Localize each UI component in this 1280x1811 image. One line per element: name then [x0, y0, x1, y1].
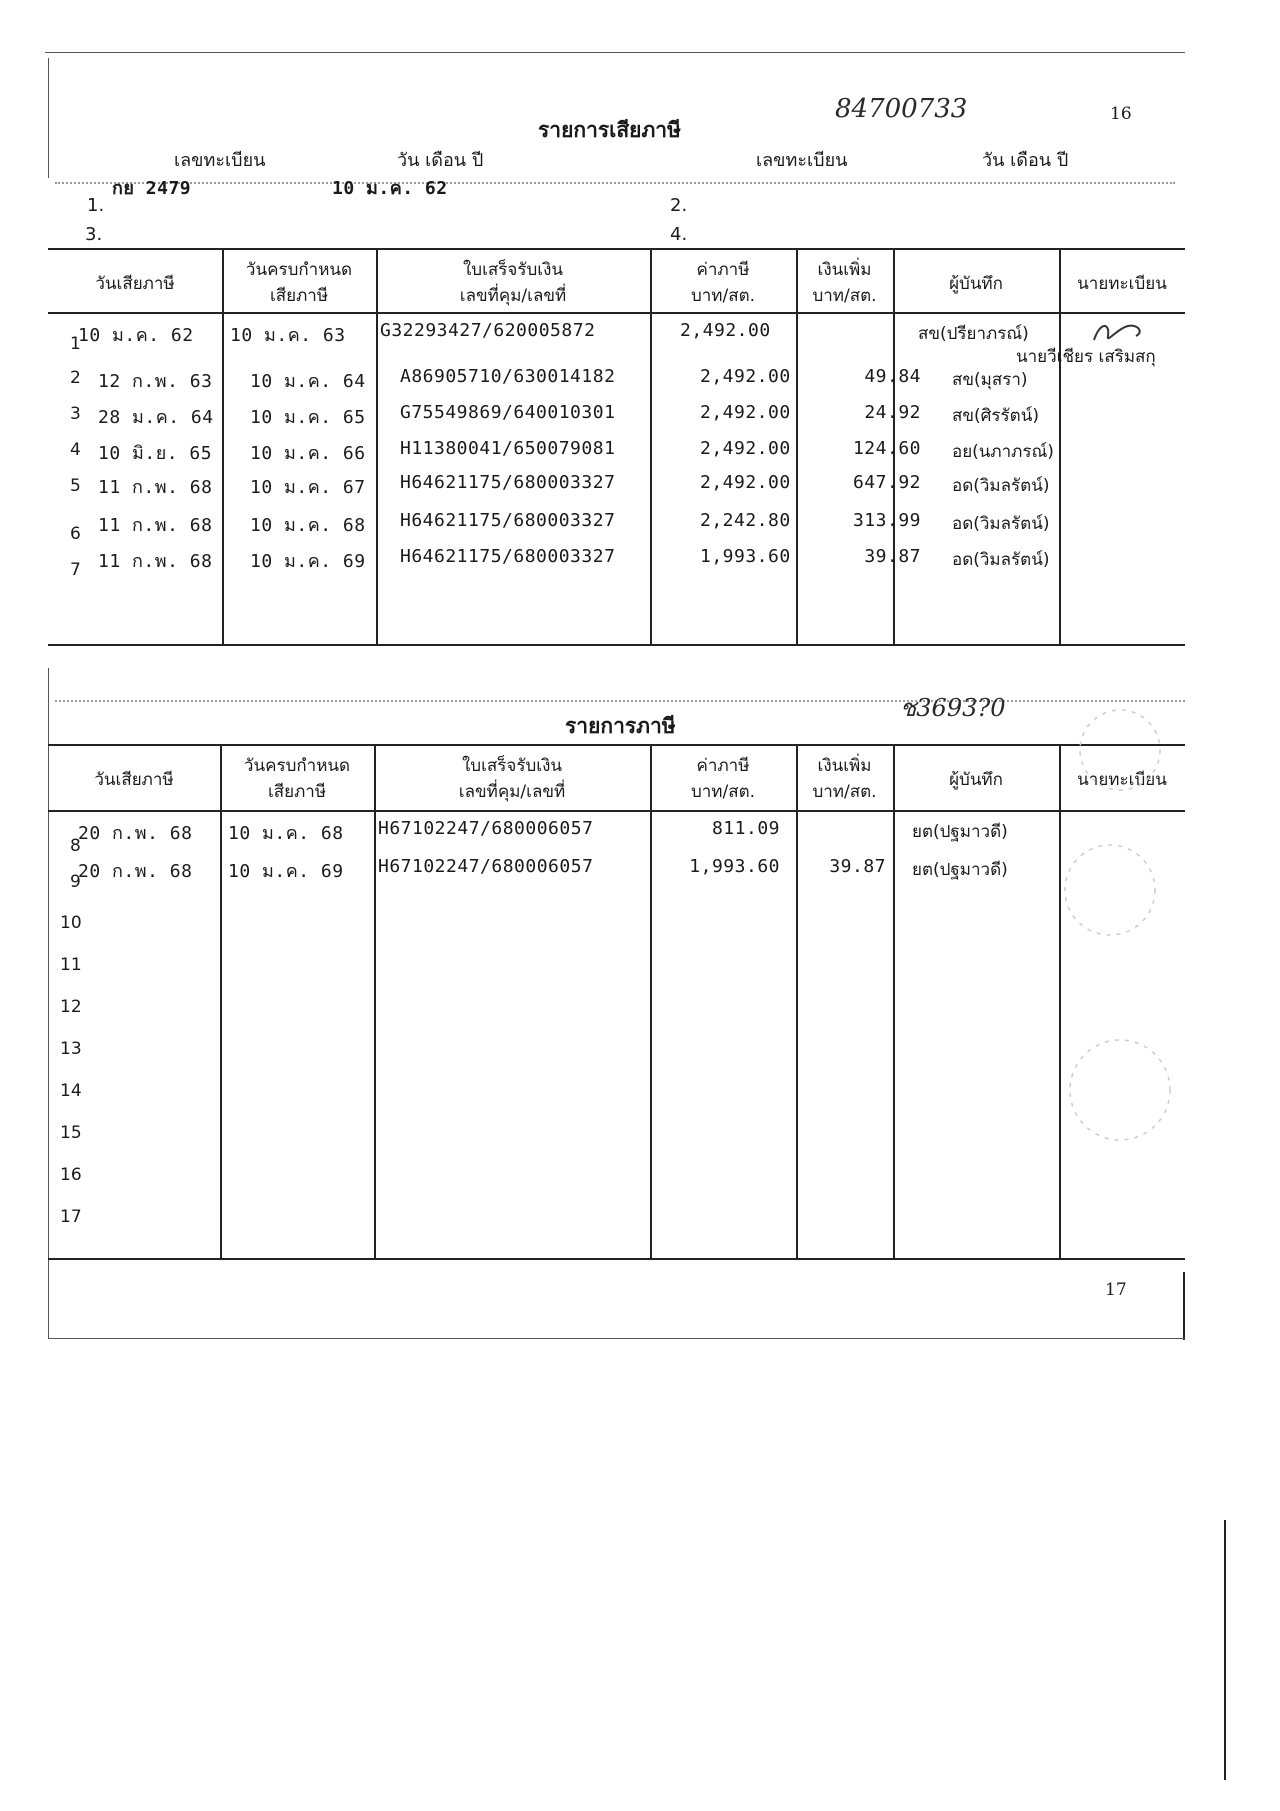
- row-number: 6: [70, 524, 81, 544]
- reg-header-1: เลขทะเบียน: [174, 150, 266, 171]
- top-border-line: [45, 52, 1185, 53]
- col-due-date-l1: วันครบกำหนด: [245, 260, 353, 280]
- receipt-number: G32293427/620005872: [380, 320, 596, 341]
- col-receipt-l1: ใบเสร็จรับเงิน: [461, 756, 563, 776]
- empty-row-number: 17: [60, 1207, 82, 1227]
- row-number: 5: [70, 476, 81, 496]
- row-number: 8: [70, 836, 81, 856]
- tax-amount: 2,492.00: [680, 320, 771, 341]
- recorder-name: อด(วิมลรัตน์): [952, 514, 1050, 534]
- paid-date: 12 ก.พ. 63: [98, 371, 213, 392]
- tax-amount: 2,242.80: [700, 510, 791, 531]
- col-surcharge-l1: เงินเพิ่ม: [817, 260, 872, 280]
- paid-date: 11 ก.พ. 68: [98, 477, 213, 498]
- empty-row-number: 11: [60, 955, 82, 975]
- row-number: 2: [70, 368, 81, 388]
- col-tax-l2: บาท/สต.: [690, 286, 756, 306]
- top-left-margin-line: [48, 58, 49, 178]
- due-date: 10 ม.ค. 69: [250, 551, 366, 572]
- signature-mark: [1090, 318, 1150, 346]
- bottom-dotted-line: [55, 700, 1185, 702]
- row-number: 1: [70, 334, 81, 354]
- surcharge-amount: 647.92: [852, 472, 921, 493]
- row-number: 4: [70, 440, 81, 460]
- surcharge-amount: 313.99: [852, 510, 921, 531]
- slot-label-3: 3.: [85, 224, 103, 245]
- due-date: 10 ม.ค. 66: [250, 443, 366, 464]
- due-date: 10 ม.ค. 69: [228, 861, 344, 882]
- surcharge-amount: 124.60: [852, 438, 921, 459]
- surcharge-amount: 24.92: [864, 402, 921, 423]
- receipt-number: H64621175/680003327: [400, 472, 616, 493]
- tax-amount: 811.09: [711, 818, 780, 839]
- paid-date: 10 มิ.ย. 65: [98, 443, 213, 464]
- col-recorder: ผู้บันทึก: [949, 274, 1003, 294]
- right-edge-line: [1224, 1520, 1226, 1780]
- tax-amount: 2,492.00: [700, 366, 791, 387]
- tax-amount: 2,492.00: [700, 402, 791, 423]
- col-surcharge-l2: บาท/สต.: [812, 286, 877, 306]
- tax-amount: 1,993.60: [700, 546, 791, 567]
- tax-record-title: รายการเสียภาษี: [538, 118, 681, 142]
- receipt-number: H64621175/680003327: [400, 546, 616, 567]
- col-recorder: ผู้บันทึก: [949, 770, 1003, 790]
- receipt-number: H67102247/680006057: [378, 818, 594, 839]
- tax-list-title: รายการภาษี: [565, 714, 676, 738]
- paid-date: 11 ก.พ. 68: [98, 551, 213, 572]
- surcharge-amount: 49.84: [864, 366, 921, 387]
- page-number-top: 16: [1110, 104, 1132, 124]
- empty-row-number: 14: [60, 1081, 82, 1101]
- due-date: 10 ม.ค. 68: [228, 823, 344, 844]
- row-number: 7: [70, 560, 81, 580]
- slot-label-4: 4.: [670, 224, 688, 245]
- reg-header-2: เลขทะเบียน: [756, 150, 848, 171]
- due-date: 10 ม.ค. 68: [250, 515, 366, 536]
- registrar-name: นายวีเชียร เสริมสกุ: [1016, 347, 1156, 367]
- date-header-2: วัน เดือน ปี: [982, 150, 1069, 171]
- col-receipt-l2: เลขที่คุม/เลขที่: [458, 782, 566, 802]
- col-receipt-l1: ใบเสร็จรับเงิน: [462, 260, 564, 280]
- receipt-number: H64621175/680003327: [400, 510, 616, 531]
- recorder-name: ยต(ปฐมาวดี): [912, 860, 1008, 880]
- receipt-number: G75549869/640010301: [400, 402, 616, 423]
- paid-date: 11 ก.พ. 68: [98, 515, 213, 536]
- due-date: 10 ม.ค. 64: [250, 371, 366, 392]
- recorder-name: สข(ศิรรัตน์): [952, 406, 1039, 426]
- col-due-date-l2: เสียภาษี: [267, 782, 327, 802]
- col-tax-l1: ค่าภาษี: [696, 756, 750, 776]
- col-paid-date: วันเสียภาษี: [94, 770, 174, 790]
- surcharge-amount: 39.87: [829, 856, 886, 877]
- col-registrar: นายทะเบียน: [1077, 274, 1167, 294]
- empty-row-number: 15: [60, 1123, 82, 1143]
- empty-row-number: 13: [60, 1039, 82, 1059]
- paid-date: 20 ก.พ. 68: [78, 861, 193, 882]
- empty-row-number: 12: [60, 997, 82, 1017]
- row-number: 3: [70, 404, 81, 424]
- slot-label-2: 2.: [670, 195, 688, 216]
- due-date: 10 ม.ค. 65: [250, 407, 366, 428]
- paid-date: 28 ม.ค. 64: [98, 407, 214, 428]
- col-due-date-l2: เสียภาษี: [269, 286, 329, 306]
- slot-label-1: 1.: [87, 195, 105, 216]
- due-date: 10 ม.ค. 63: [230, 325, 346, 346]
- registration-value: กย 2479: [112, 178, 192, 199]
- date-header-1: วัน เดือน ปี: [397, 150, 484, 171]
- receipt-number: H11380041/650079081: [400, 438, 616, 459]
- paid-date: 20 ก.พ. 68: [78, 823, 193, 844]
- paid-date: 10 ม.ค. 62: [78, 325, 194, 346]
- due-date: 10 ม.ค. 67: [250, 477, 366, 498]
- tax-amount: 2,492.00: [700, 438, 791, 459]
- col-surcharge-l2: บาท/สต.: [812, 782, 877, 802]
- recorder-name: ยต(ปฐมาวดี): [912, 822, 1008, 842]
- recorder-name: อด(วิมลรัตน์): [952, 550, 1050, 570]
- receipt-number: H67102247/680006057: [378, 856, 594, 877]
- col-tax-l1: ค่าภาษี: [696, 260, 750, 280]
- col-tax-l2: บาท/สต.: [690, 782, 756, 802]
- row-number: 9: [70, 872, 81, 892]
- recorder-name: อด(วิมลรัตน์): [952, 476, 1050, 496]
- col-paid-date: วันเสียภาษี: [95, 274, 175, 294]
- recorder-name: สข(ปรียาภรณ์): [918, 324, 1029, 344]
- registration-dotted-line: [55, 182, 1175, 184]
- registration-date: 10 ม.ค. 62: [332, 178, 448, 199]
- empty-row-number: 16: [60, 1165, 82, 1185]
- bottom-frame-line: [48, 1338, 1185, 1339]
- handwritten-id: 84700733: [835, 94, 968, 124]
- col-surcharge-l1: เงินเพิ่ม: [817, 756, 872, 776]
- col-due-date-l1: วันครบกำหนด: [243, 756, 351, 776]
- col-receipt-l2: เลขที่คุม/เลขที่: [459, 286, 567, 306]
- handwritten-id-bottom: ช3693?0: [900, 694, 1006, 722]
- recorder-name: อย(นภาภรณ์): [952, 442, 1054, 462]
- tax-amount: 2,492.00: [700, 472, 791, 493]
- surcharge-amount: 39.87: [864, 546, 921, 567]
- col-registrar: นายทะเบียน: [1077, 770, 1167, 790]
- page-number-bottom: 17: [1105, 1280, 1127, 1300]
- receipt-number: A86905710/630014182: [400, 366, 616, 387]
- recorder-name: สข(มุสรา): [952, 370, 1028, 390]
- empty-row-number: 10: [60, 913, 82, 933]
- tax-amount: 1,993.60: [689, 856, 780, 877]
- faint-stamp-mark: [1060, 690, 1185, 1250]
- bottom-right-frame: [1183, 1272, 1185, 1340]
